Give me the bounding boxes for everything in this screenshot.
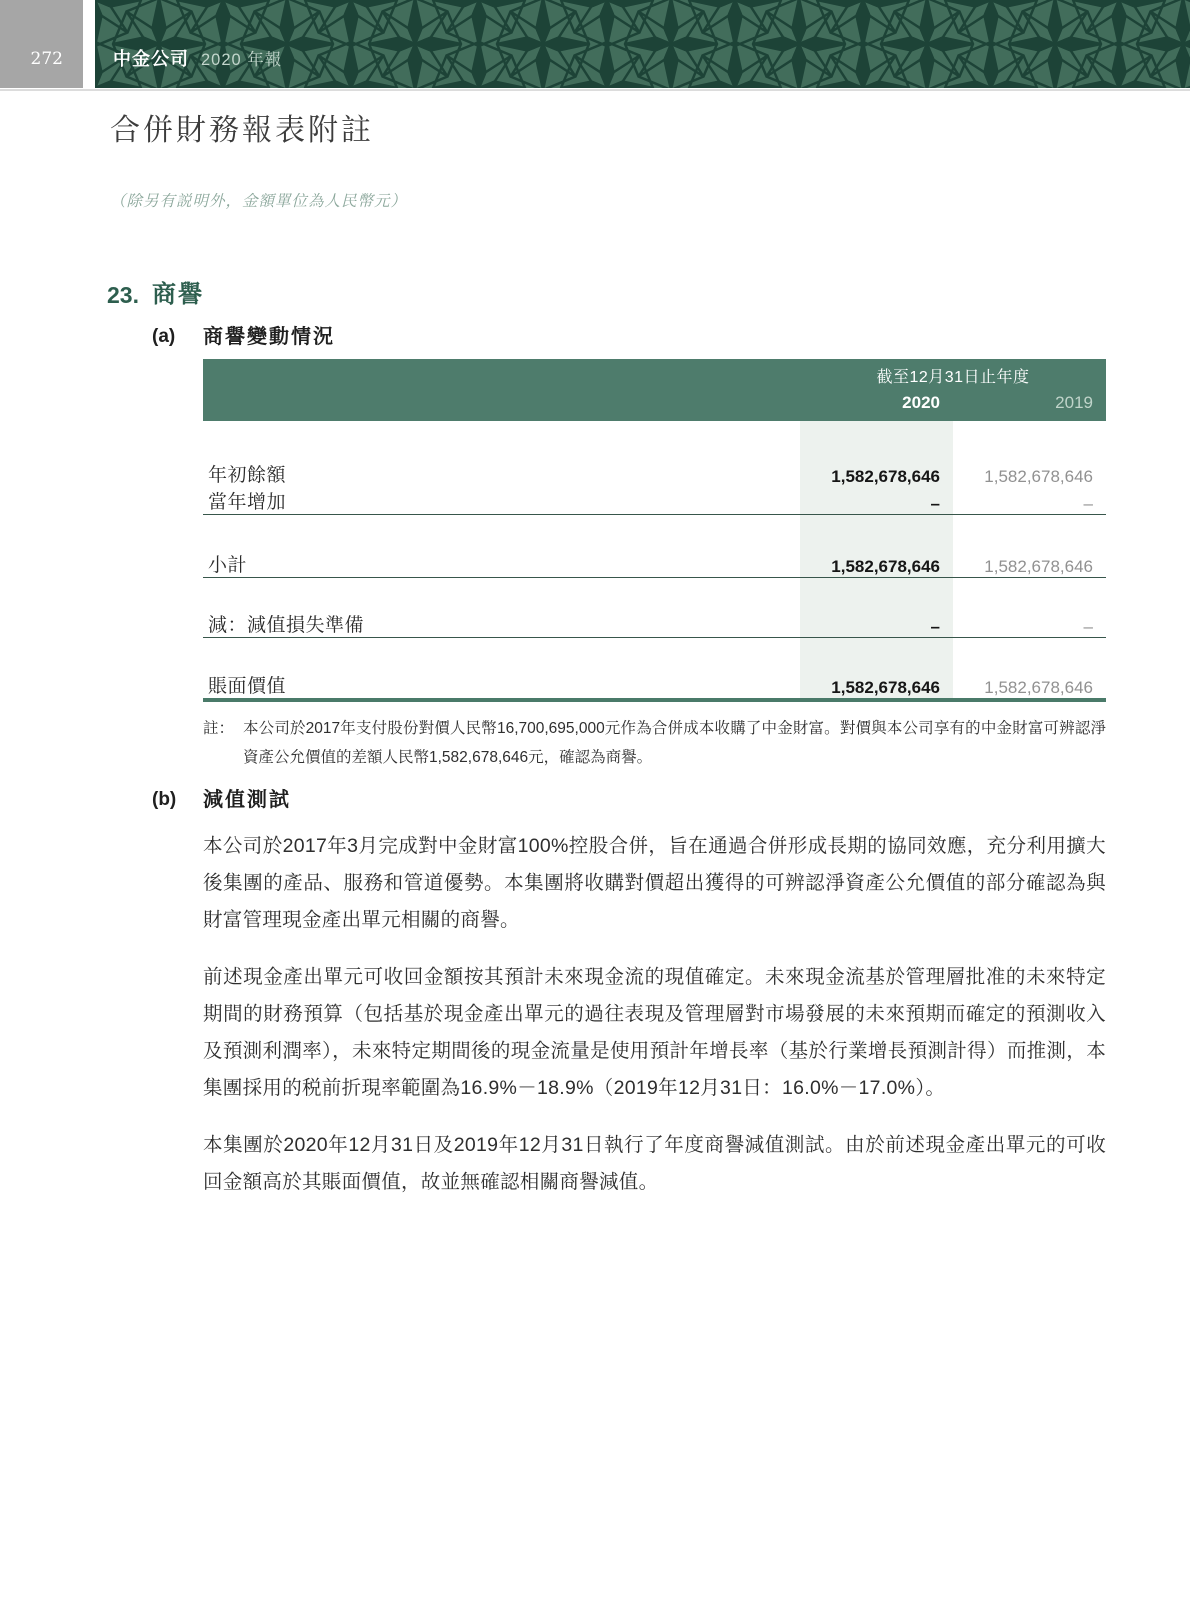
paragraph: 本集團於2020年12月31日及2019年12月31日執行了年度商譽減值測試。由於前述現金產出單元的可收回金額高於其賬面價值，故並無確認相關商譽減值。 xyxy=(203,1134,1106,1193)
company-name: 中金公司 xyxy=(113,49,189,69)
subsection-a-label: (a) xyxy=(152,326,176,347)
row-label: 年初餘額 xyxy=(208,465,287,486)
header-banner xyxy=(95,0,1190,88)
row-value-2020: – xyxy=(930,494,940,513)
paragraph: 本公司於2017年3月完成對中金財富100%控股合併，旨在通過合併形成長期的協同效應，充分利用擴大後集團的產品、服務和管道優勢。本集團將收購對價超出獲得的可辨認淨資產公允價值的部分確認為與財富管理現金產出單元相關的商譽。 xyxy=(203,835,1106,931)
impairment-test-paragraphs xyxy=(203,828,1106,1201)
table-group-subtotal xyxy=(203,515,1106,578)
row-value-2019: 1,582,678,646 xyxy=(984,467,1093,486)
column-header-2020: 2020 xyxy=(902,393,940,412)
subsection-b-label: (b) xyxy=(152,789,177,810)
goodwill-table xyxy=(203,359,1106,702)
table-body xyxy=(203,421,1106,702)
subsection-a-title: 商譽變動情況 xyxy=(203,326,335,348)
table-group-carrying-value xyxy=(203,638,1106,702)
table-row xyxy=(203,548,1106,577)
table-header-right xyxy=(800,359,1106,421)
row-value-2020: 1,582,678,646 xyxy=(831,467,940,486)
row-value-2019: 1,582,678,646 xyxy=(984,557,1093,576)
row-value-2020: – xyxy=(930,617,940,636)
row-value-2020: 1,582,678,646 xyxy=(831,678,940,697)
row-value-2019: – xyxy=(1083,617,1093,636)
report-edition: 2020 年報 xyxy=(201,51,283,69)
section-title: 商譽 xyxy=(152,281,204,308)
table-footnote xyxy=(203,714,1106,772)
table-group-opening xyxy=(203,421,1106,515)
banner-text xyxy=(113,45,282,71)
document-title: 合併財務報表附註 xyxy=(110,113,374,148)
row-label: 減：減值損失準備 xyxy=(208,615,365,636)
row-value-2020: 1,582,678,646 xyxy=(831,557,940,576)
footnote-text: 本公司於2017年支付股份對價人民幣16,700,695,000元作為合併成本收購了中金財富。對價與本公司享有的中金財富可辨認淨資產公允價值的差額人民幣1,582,678,646元，確認為商譽。 xyxy=(243,720,1106,766)
table-row xyxy=(203,613,1106,637)
asanoha-pattern-icon xyxy=(95,0,1190,88)
table-header xyxy=(203,359,1106,421)
table-bottom-rule xyxy=(203,698,1106,702)
table-row xyxy=(203,676,1106,698)
page-number-box xyxy=(0,0,83,88)
section-heading xyxy=(107,279,1190,309)
row-label: 小計 xyxy=(208,555,248,576)
table-row xyxy=(203,457,1106,487)
section-number: 23. xyxy=(107,282,139,308)
document-subtitle: （除另有説明外，金額單位為人民幣元） xyxy=(110,193,408,210)
row-label: 賬面價值 xyxy=(208,676,287,697)
page-number: 272 xyxy=(30,49,63,69)
row-value-2019: – xyxy=(1083,494,1093,513)
subsection-a-heading xyxy=(152,321,1190,349)
column-header-2019: 2019 xyxy=(1055,393,1093,412)
header-divider xyxy=(0,89,1190,91)
subsection-b-heading xyxy=(152,784,1190,812)
subsection-b-title: 減值測試 xyxy=(203,789,291,811)
row-value-2019: 1,582,678,646 xyxy=(984,678,1093,697)
page-header xyxy=(0,0,1190,88)
paragraph: 前述現金產出單元可收回金額按其預計未來現金流的現值確定。未來現金流基於管理層批准的未來特定期間的財務預算（包括基於現金產出單元的過往表現及管理層對市場發展的未來預期而確定的預測收入及預測利潤率），未來特定期間後的現金流量是使用預計年增長率（基於行業增長預測計得）而推測，本集團採用的税前折現率範圍為16.9%－18.9%（2019年12月31日：16.0%－17.0%）。 xyxy=(203,966,1106,1099)
table-row xyxy=(203,487,1106,514)
year-headers xyxy=(800,390,1106,416)
footnote-label: 註： xyxy=(203,720,235,737)
table-group-impairment xyxy=(203,578,1106,638)
row-label: 當年增加 xyxy=(208,492,287,513)
period-header: 截至12月31日止年度 xyxy=(876,369,1030,386)
